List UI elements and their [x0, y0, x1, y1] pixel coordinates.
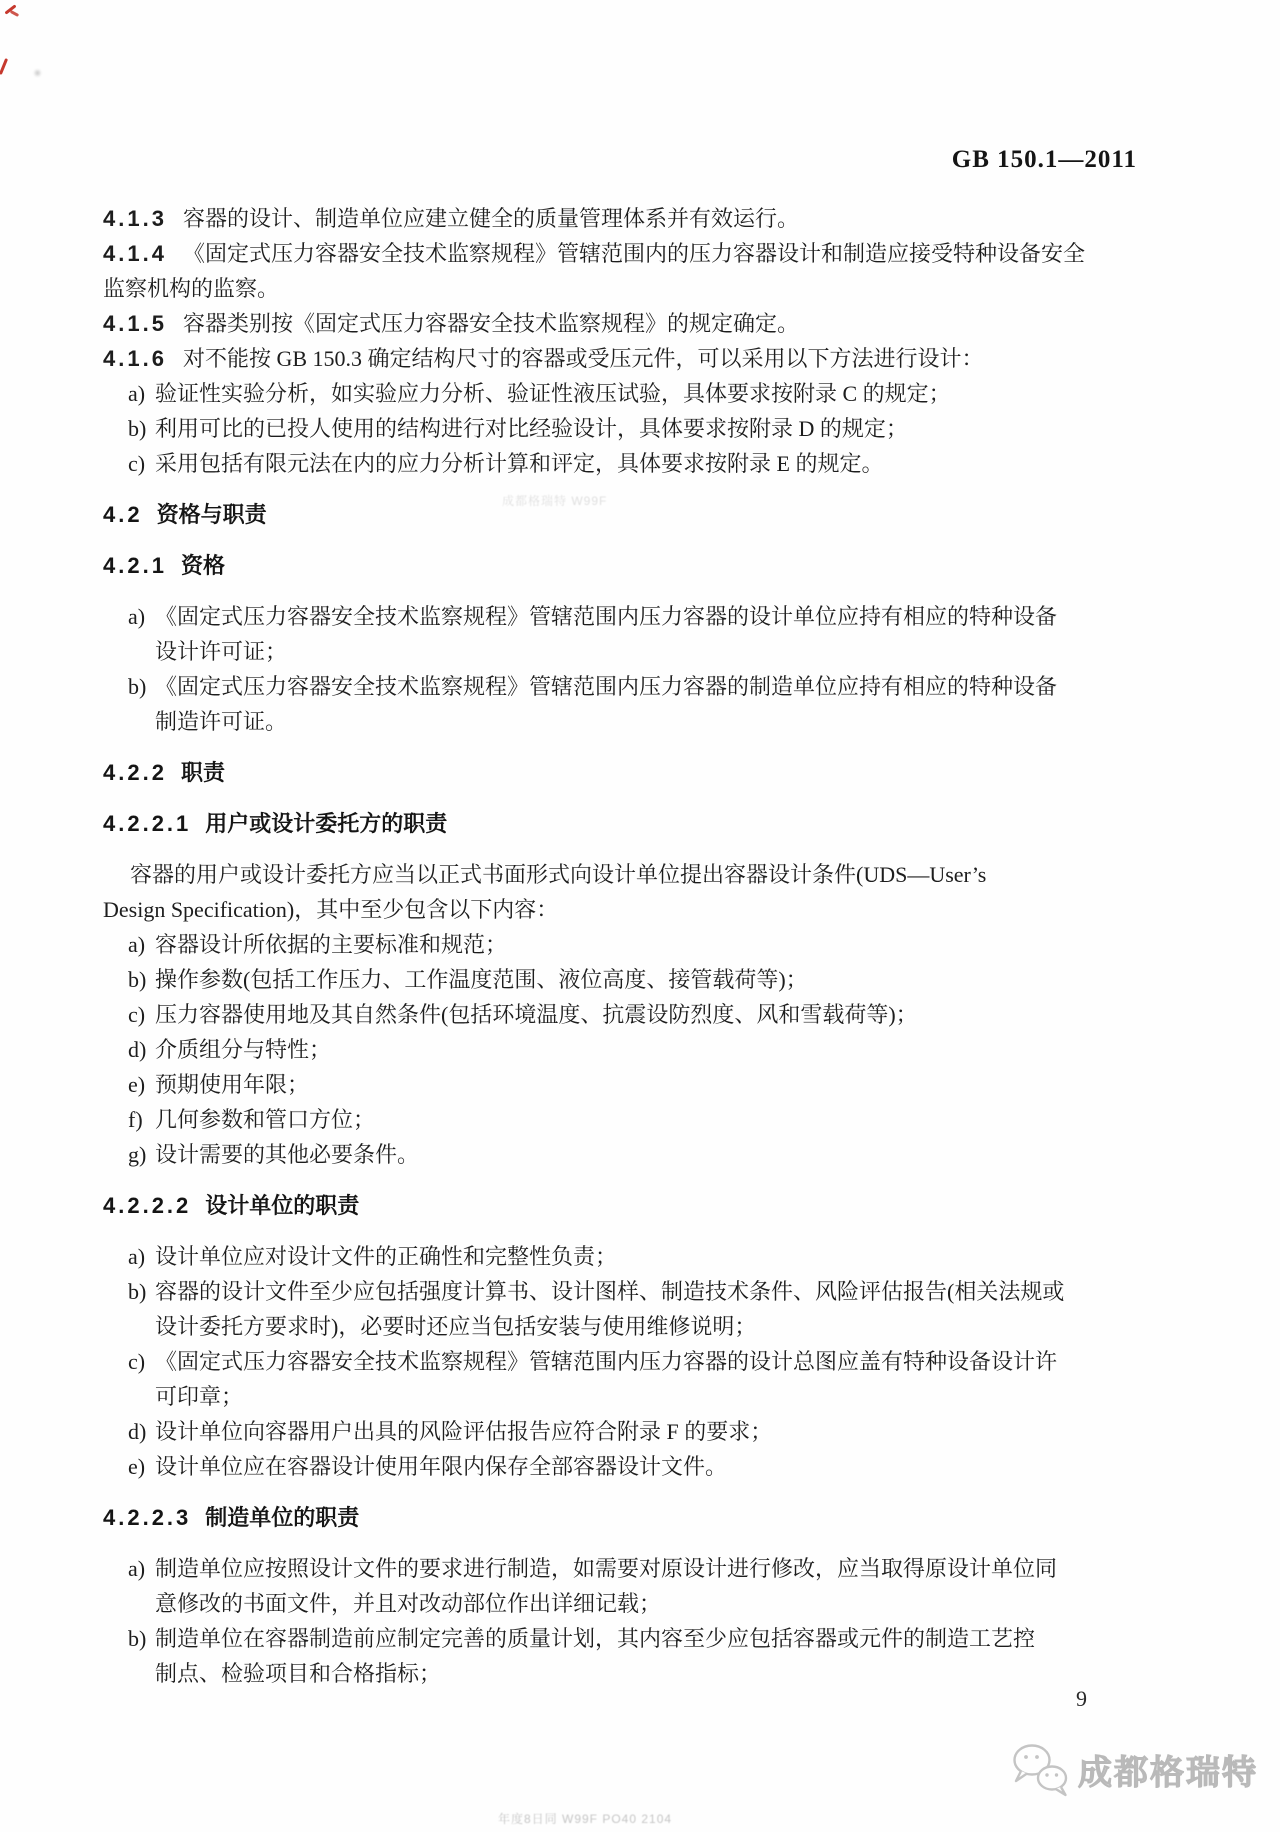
section-number: 4.2.2.1	[103, 811, 192, 836]
section-title: 资格	[180, 553, 225, 578]
list-item-d	[103, 1032, 1169, 1067]
clause-text: 对不能按 GB 150.3 确定结构尺寸的容器或受压元件，可以采用以下方法进行设计：	[182, 346, 984, 371]
list-item-c	[103, 446, 1169, 481]
clause-text: 监察机构的监察。	[103, 276, 280, 301]
item-letter: e)	[128, 1454, 146, 1479]
standard-number: GB 150.1—2011	[951, 146, 1137, 173]
item-text: 设计单位向容器用户出具的风险评估报告应符合附录 F 的要求；	[155, 1419, 773, 1444]
list-item-e	[103, 1449, 1169, 1484]
section-number: 4.2	[103, 502, 143, 527]
clause-number: 4.1.6	[103, 346, 167, 371]
section-title: 设计单位的职责	[205, 1193, 360, 1218]
clause-text: 容器类别按《固定式压力容器安全技术监察规程》的规定确定。	[182, 311, 799, 336]
standard-number-header	[103, 145, 1169, 175]
section-heading-4-2-1	[103, 548, 1169, 583]
paragraph-uds	[103, 857, 1169, 927]
item-text: 容器设计所依据的主要标准和规范；	[155, 932, 508, 957]
scan-speck	[33, 69, 42, 77]
item-text: 介质组分与特性；	[155, 1037, 332, 1062]
list-item-c	[103, 997, 1169, 1032]
item-letter: a)	[128, 604, 146, 629]
clause-number: 4.1.3	[103, 206, 167, 231]
section-heading-4-2-2-1	[103, 806, 1169, 841]
item-letter: a)	[128, 381, 146, 406]
item-letter: c)	[128, 451, 146, 476]
clause-4-1-3	[103, 201, 1169, 236]
section-heading-4-2-2-3	[103, 1500, 1169, 1535]
item-text: 设计委托方要求时)，必要时还应当包括安装与使用维修说明；	[155, 1314, 757, 1339]
section-number: 4.2.2.3	[103, 1505, 192, 1530]
list-item-a	[103, 1551, 1169, 1621]
clause-text: 容器的设计、制造单位应建立健全的质量管理体系并有效运行。	[182, 206, 799, 231]
item-text: 设计单位应对设计文件的正确性和完整性负责；	[155, 1244, 618, 1269]
list-item-f	[103, 1102, 1169, 1137]
item-letter: c)	[128, 1002, 146, 1027]
item-text: 意修改的书面文件，并且对改动部位作出详细记载；	[155, 1591, 662, 1616]
list-item-b	[103, 1621, 1169, 1691]
item-text: 设计许可证；	[155, 639, 288, 664]
item-text: 《固定式压力容器安全技术监察规程》管辖范围内压力容器的设计总图应盖有特种设备设计许	[155, 1349, 1058, 1374]
list-item-b	[103, 962, 1169, 997]
list-item-a	[103, 927, 1169, 962]
item-letter: b)	[128, 1626, 147, 1651]
item-letter: d)	[128, 1037, 147, 1062]
item-text: 操作参数(包括工作压力、工作温度范围、液位高度、接管载荷等)；	[155, 967, 808, 992]
footer-logo-text: 成都格瑞特	[1078, 1753, 1258, 1792]
item-letter: b)	[128, 967, 147, 992]
footer-logo	[1010, 1742, 1258, 1803]
clause-4-1-6	[103, 341, 1169, 376]
item-letter: d)	[128, 1419, 147, 1444]
item-text: 制造单位在容器制造前应制定完善的质量计划，其内容至少应包括容器或元件的制造工艺控	[155, 1626, 1036, 1651]
item-letter: b)	[128, 416, 147, 441]
red-pen-mark	[10, 10, 19, 17]
faint-watermark: 年度8日同 W99F PO40 2104	[498, 1812, 673, 1826]
paragraph-text: 容器的用户或设计委托方应当以正式书面形式向设计单位提出容器设计条件(UDS—User’s	[130, 862, 987, 887]
item-letter: b)	[128, 1279, 147, 1304]
section-heading-4-2	[103, 497, 1169, 532]
item-text: 设计需要的其他必要条件。	[155, 1142, 420, 1167]
clause-number: 4.1.5	[103, 311, 167, 336]
item-text: 压力容器使用地及其自然条件(包括环境温度、抗震设防烈度、风和雪载荷等)；	[155, 1002, 918, 1027]
section-title: 职责	[180, 760, 225, 785]
section-title: 资格与职责	[156, 502, 267, 527]
item-text: 预期使用年限；	[155, 1072, 310, 1097]
item-letter: e)	[128, 1072, 146, 1097]
item-letter: a)	[128, 1244, 146, 1269]
clause-number: 4.1.4	[103, 241, 167, 266]
section-number: 4.2.1	[103, 553, 167, 578]
clause-4-1-4	[103, 236, 1169, 306]
item-text: 《固定式压力容器安全技术监察规程》管辖范围内压力容器的设计单位应持有相应的特种设备	[155, 604, 1058, 629]
list-item-a	[103, 1239, 1169, 1274]
section-title: 制造单位的职责	[205, 1505, 360, 1530]
item-text: 利用可比的已投人使用的结构进行对比经验设计，具体要求按附录 D 的规定；	[155, 416, 908, 441]
item-letter: b)	[128, 674, 147, 699]
item-text: 设计单位应在容器设计使用年限内保存全部容器设计文件。	[155, 1454, 728, 1479]
list-item-b	[103, 669, 1169, 739]
faint-watermark: 成都格瑞特 W99F	[502, 494, 608, 508]
wechat-icon	[1010, 1742, 1070, 1803]
list-item-a	[103, 599, 1169, 669]
section-heading-4-2-2	[103, 755, 1169, 790]
list-item-e	[103, 1067, 1169, 1102]
clause-4-1-5	[103, 306, 1169, 341]
section-number: 4.2.2	[103, 760, 167, 785]
list-item-c	[103, 1344, 1169, 1414]
list-item-b	[103, 411, 1169, 446]
item-text: 验证性实验分析，如实验应力分析、验证性液压试验，具体要求按附录 C 的规定；	[155, 381, 951, 406]
item-letter: g)	[128, 1142, 147, 1167]
document-body	[103, 0, 1169, 1691]
item-text: 制造许可证。	[155, 709, 288, 734]
section-title: 用户或设计委托方的职责	[205, 811, 448, 836]
list-item-g	[103, 1137, 1169, 1172]
section-number: 4.2.2.2	[103, 1193, 192, 1218]
item-text: 《固定式压力容器安全技术监察规程》管辖范围内压力容器的制造单位应持有相应的特种设备	[155, 674, 1058, 699]
list-item-a	[103, 376, 1169, 411]
item-letter: a)	[128, 1556, 146, 1581]
item-text: 制造单位应按照设计文件的要求进行制造，如需要对原设计进行修改，应当取得原设计单位同	[155, 1556, 1058, 1581]
list-item-d	[103, 1414, 1169, 1449]
red-pen-mark	[0, 58, 8, 75]
paragraph-text: Design Specification)，其中至少包含以下内容：	[103, 897, 559, 922]
item-letter: f)	[128, 1107, 143, 1132]
item-text: 可印章；	[155, 1384, 244, 1409]
item-text: 采用包括有限元法在内的应力分析计算和评定，具体要求按附录 E 的规定。	[155, 451, 884, 476]
list-item-b	[103, 1274, 1169, 1344]
section-heading-4-2-2-2	[103, 1188, 1169, 1223]
page-number: 9	[1076, 1686, 1087, 1711]
item-letter: a)	[128, 932, 146, 957]
clause-text: 《固定式压力容器安全技术监察规程》管辖范围内的压力容器设计和制造应接受特种设备安全	[182, 241, 1085, 266]
item-letter: c)	[128, 1349, 146, 1374]
item-text: 制点、检验项目和合格指标；	[155, 1661, 442, 1686]
item-text: 几何参数和管口方位；	[155, 1107, 376, 1132]
item-text: 容器的设计文件至少应包括强度计算书、设计图样、制造技术条件、风险评估报告(相关法规或	[155, 1279, 1065, 1304]
